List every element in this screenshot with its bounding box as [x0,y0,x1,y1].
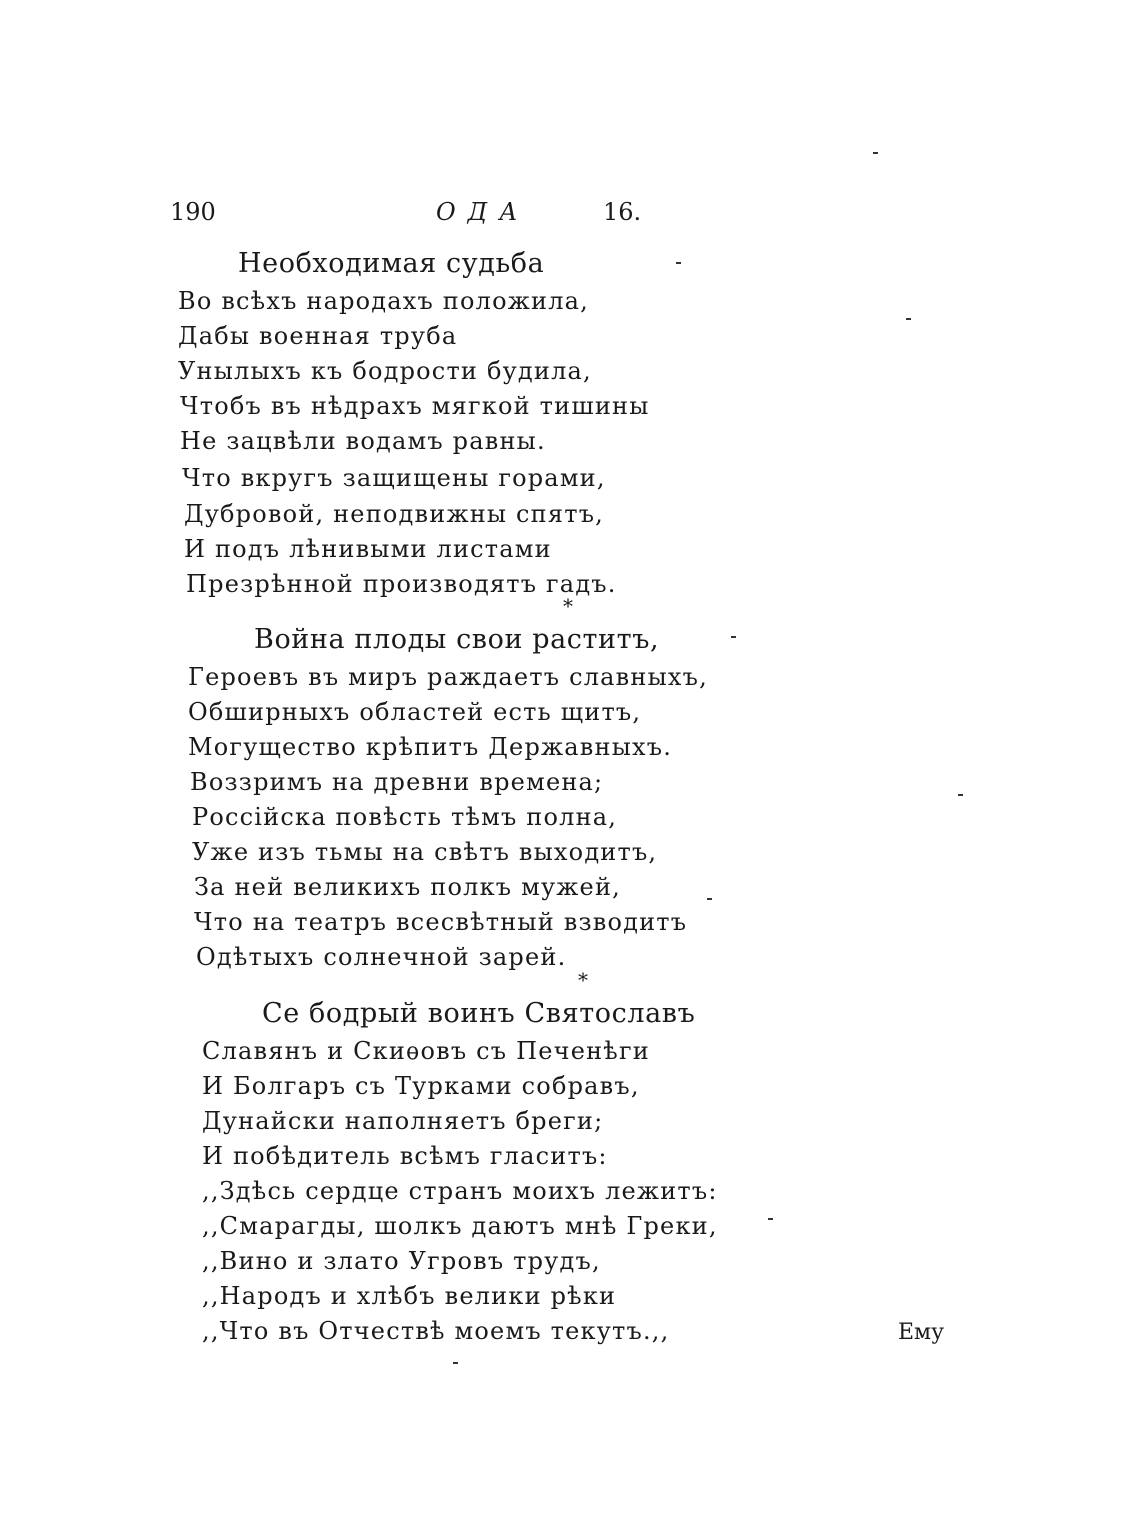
page-number: 190 [170,198,216,226]
verse-line: И Болгаръ съ Турками собравъ, [202,1072,640,1100]
verse-line: Унылыхъ къ бодрости будила, [178,357,592,385]
catchword: Ему [898,1320,945,1345]
scan-speck [707,898,712,900]
verse-line: ,,Вино и злато Угровъ трудъ, [202,1247,601,1275]
verse-line: Россійска повѣсть тѣмъ полна, [192,803,618,831]
verse-line: Обширныхъ областей есть щитъ, [188,698,642,726]
verse-line: И подъ лѣнивыми листами [184,535,552,563]
verse-line: Война плоды свои раститъ, [254,624,660,655]
verse-line: Чтобъ въ нѣдрахъ мягкой тишины [180,392,650,420]
verse-line: Се бодрый воинъ Святославъ [262,998,696,1029]
verse-line: ,,Здѣсь сердце странъ моихъ лежитъ: [202,1177,718,1205]
verse-line: ,,Смарагды, шолкъ даютъ мнѣ Греки, [202,1212,718,1240]
verse-line: Одѣтыхъ солнечной зарей. [196,943,567,971]
verse-line: Во всѣхъ народахъ положила, [178,287,590,315]
scan-speck [676,262,681,264]
verse-line: Дабы военная труба [178,322,458,350]
verse-line: Что на театръ всесвѣтный взводитъ [194,908,688,936]
verse-line: ,,Народъ и хлѣбъ велики рѣки [202,1282,617,1310]
verse-line: ,,Что въ Отчествѣ моемъ текутъ.,, [202,1317,670,1345]
scan-speck [453,1362,458,1364]
verse-line: Могущество крѣпитъ Державныхъ. [188,733,673,761]
ode-number: 16. [603,198,642,226]
stanza-separator: * [563,594,573,618]
scan-speck [958,794,963,796]
verse-line: За ней великихъ полкъ мужей, [194,873,621,901]
verse-line: Что вкругъ защищены горами, [182,464,606,492]
verse-line: Презрѣнной производятъ гадъ. [186,570,617,598]
verse-line: Славянъ и Скиѳовъ съ Печенѣги [202,1037,650,1065]
running-title: ОДА [436,198,530,226]
verse-line: Не зацвѣли водамъ равны. [180,427,546,455]
scan-speck [768,1218,773,1220]
stanza-separator: * [578,968,588,992]
verse-line: Уже изъ тьмы на свѣтъ выходитъ, [192,838,658,866]
verse-line: Дубровой, неподвижны спятъ, [184,500,604,528]
verse-line: Дунайски наполняетъ бреги; [202,1107,604,1135]
verse-line: Героевъ въ миръ раждаетъ славныхъ, [188,663,708,691]
scan-speck [731,636,736,638]
scan-speck [873,152,878,154]
verse-line: Необходимая судьба [238,248,545,279]
scan-speck [906,318,911,320]
verse-line: Воззримъ на древни времена; [190,768,604,796]
verse-line: И побѣдитель всѣмъ гласитъ: [202,1142,608,1170]
